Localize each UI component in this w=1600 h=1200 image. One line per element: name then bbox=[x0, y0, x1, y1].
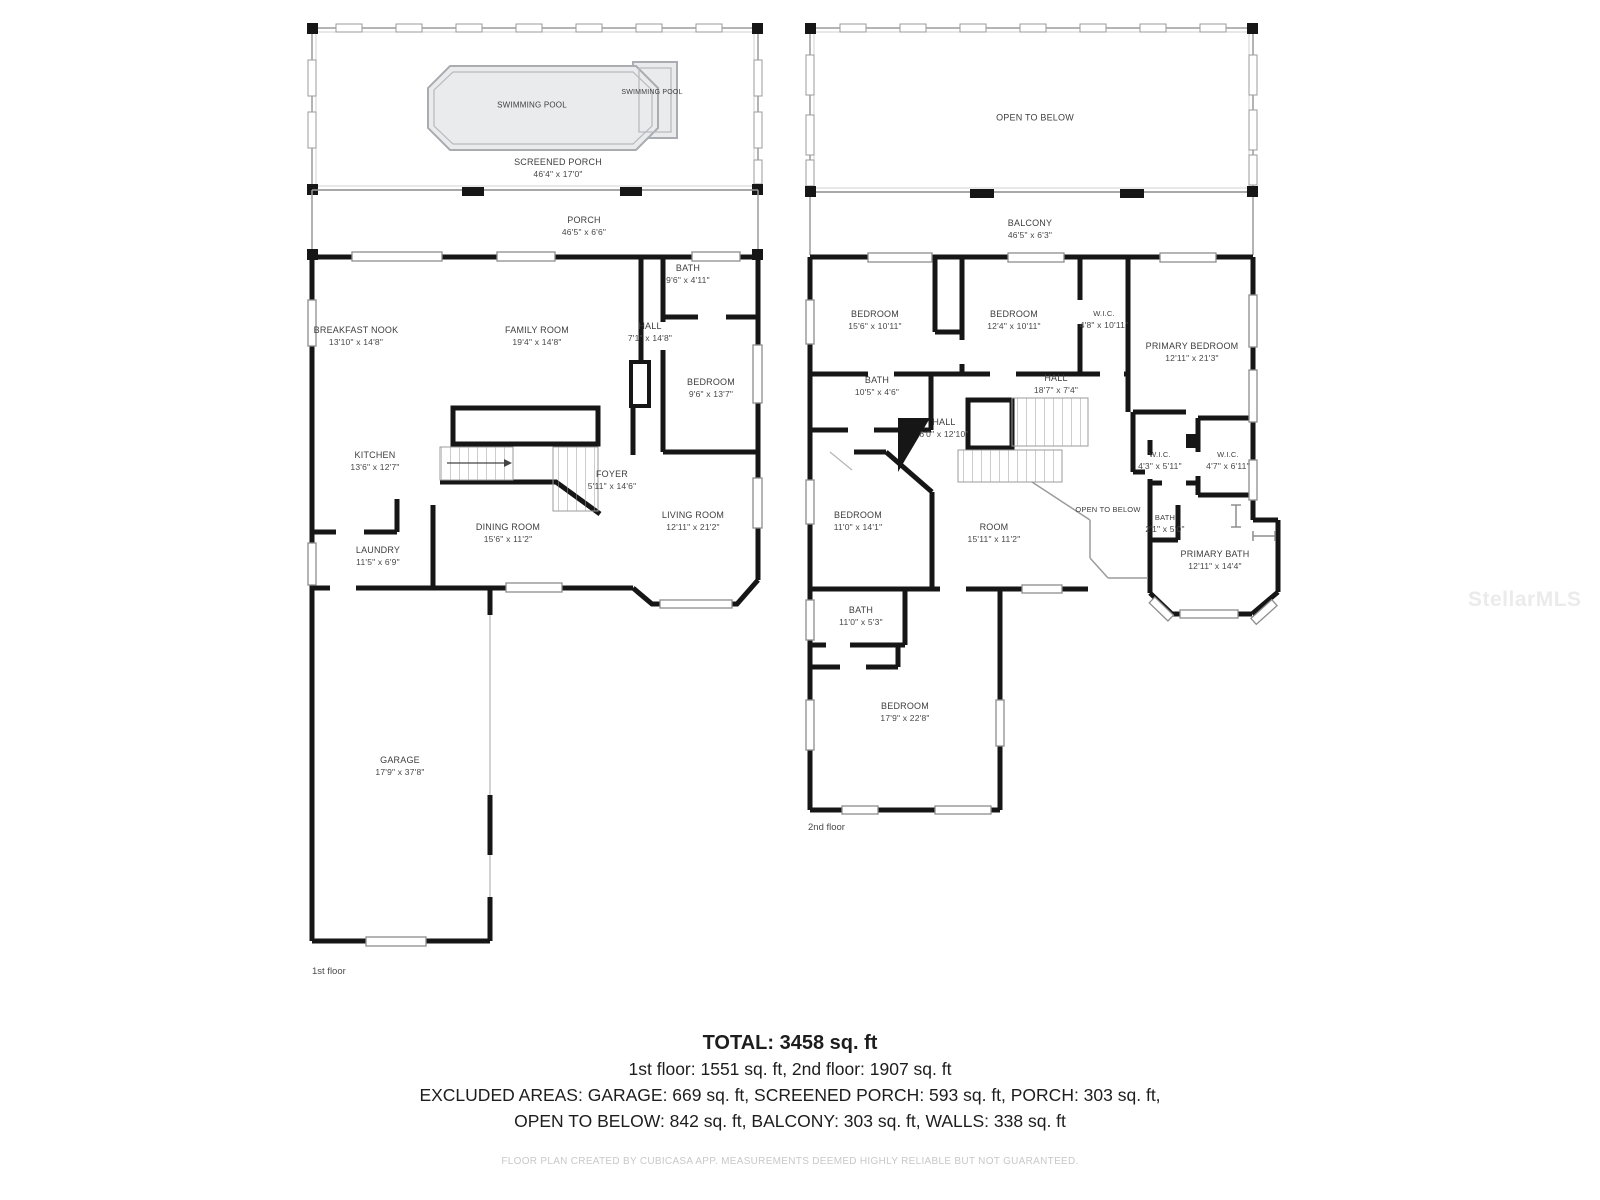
room-label-wic1: W.I.C. 4'8" x 10'11" bbox=[1079, 308, 1129, 330]
room-label-bedroom3-f2: BEDROOM 11'0" x 14'1" bbox=[833, 509, 883, 532]
room-label-wic3: W.I.C. 4'7" x 6'11" bbox=[1206, 449, 1250, 471]
floor2-walls bbox=[806, 253, 1278, 814]
room-label-balcony: BALCONY 46'5" x 6'3" bbox=[1007, 217, 1053, 240]
room-label-bedroom2-f2: BEDROOM 12'4" x 10'11" bbox=[987, 308, 1041, 331]
spa-label: SWIMMING POOL bbox=[621, 89, 683, 97]
area-summary bbox=[0, 1032, 1580, 1137]
room-label-laundry: LAUNDRY 11'5" x 6'9" bbox=[355, 544, 401, 567]
stellar-mls-watermark: StellarMLS bbox=[1468, 588, 1582, 611]
room-label-dining-room: DINING ROOM 15'6" x 11'2" bbox=[475, 521, 541, 544]
room-label-hall2-f2: HALL 6'0" x 12'10" bbox=[919, 416, 969, 439]
floor1-tag: 1st floor bbox=[312, 966, 346, 977]
floor1-porch bbox=[307, 187, 763, 260]
open-to-below-small-label: OPEN TO BELOW bbox=[1075, 504, 1141, 514]
room-label-bath1-f2: BATH 10'5" x 4'6" bbox=[854, 374, 900, 397]
room-label-bath2-f2: BATH 2'1" x 5'0" bbox=[1145, 512, 1185, 534]
room-label-hall-f1: HALL 7'1" x 14'8" bbox=[627, 320, 673, 343]
summary-floors: 1st floor: 1551 sq. ft, 2nd floor: 1907 sq. ft bbox=[628, 1059, 952, 1079]
room-label-bedroom1-f2: BEDROOM 15'6" x 10'11" bbox=[848, 308, 902, 331]
summary-excluded-2: OPEN TO BELOW: 842 sq. ft, BALCONY: 303 sq. ft, WALLS: 338 sq. ft bbox=[514, 1111, 1066, 1131]
room-label-bedroom4-f2: BEDROOM 17'9" x 22'8" bbox=[880, 700, 930, 723]
room-label-kitchen: KITCHEN 13'6" x 12'7" bbox=[350, 449, 400, 472]
room-label-family-room: FAMILY ROOM 19'4" x 14'8" bbox=[505, 324, 569, 347]
room-label-hall1-f2: HALL 18'7" x 7'4" bbox=[1033, 372, 1079, 395]
room-label-bath3-f2: BATH 11'0" x 5'3" bbox=[839, 604, 883, 627]
floor2-tag: 2nd floor bbox=[808, 822, 845, 833]
summary-excluded-1: EXCLUDED AREAS: GARAGE: 669 sq. ft, SCREENED PORCH: 593 sq. ft, PORCH: 303 sq. ft, bbox=[419, 1085, 1161, 1105]
room-label-bath-f1: BATH 9'6" x 4'11" bbox=[666, 262, 710, 285]
room-label-screened-porch: SCREENED PORCH 46'4" x 17'0" bbox=[514, 156, 602, 179]
room-label-wic2: W.I.C. 4'3" x 5'11" bbox=[1138, 449, 1182, 471]
room-label-living-room: LIVING ROOM 12'11" x 21'2" bbox=[661, 509, 725, 532]
room-label-room-f2: ROOM 15'11" x 11'2" bbox=[967, 521, 1021, 544]
summary-total: TOTAL: 3458 sq. ft bbox=[702, 1032, 878, 1054]
room-label-foyer: FOYER 5'11" x 14'6" bbox=[587, 468, 637, 491]
room-label-primary-bedroom: PRIMARY BEDROOM 12'11" x 21'3" bbox=[1145, 340, 1239, 363]
disclaimer-text: FLOOR PLAN CREATED BY CUBICASA APP. MEASUREMENTS DEEMED HIGHLY RELIABLE BUT NOT GUARANTEED. bbox=[501, 1156, 1079, 1167]
room-label-bedroom-f1: BEDROOM 9'6" x 13'7" bbox=[687, 376, 735, 399]
floor1-walls bbox=[308, 252, 762, 946]
room-label-porch: PORCH 46'5" x 6'6" bbox=[561, 214, 607, 237]
pool-label: SWIMMING POOL bbox=[497, 100, 567, 110]
room-label-breakfast-nook: BREAKFAST NOOK 13'10" x 14'8" bbox=[313, 324, 399, 347]
open-to-below-label: OPEN TO BELOW bbox=[996, 112, 1074, 123]
floor2-open-below bbox=[805, 23, 1258, 192]
room-label-garage: GARAGE 17'9" x 37'8" bbox=[375, 754, 425, 777]
room-label-primary-bath: PRIMARY BATH 12'11" x 14'4" bbox=[1180, 548, 1250, 571]
